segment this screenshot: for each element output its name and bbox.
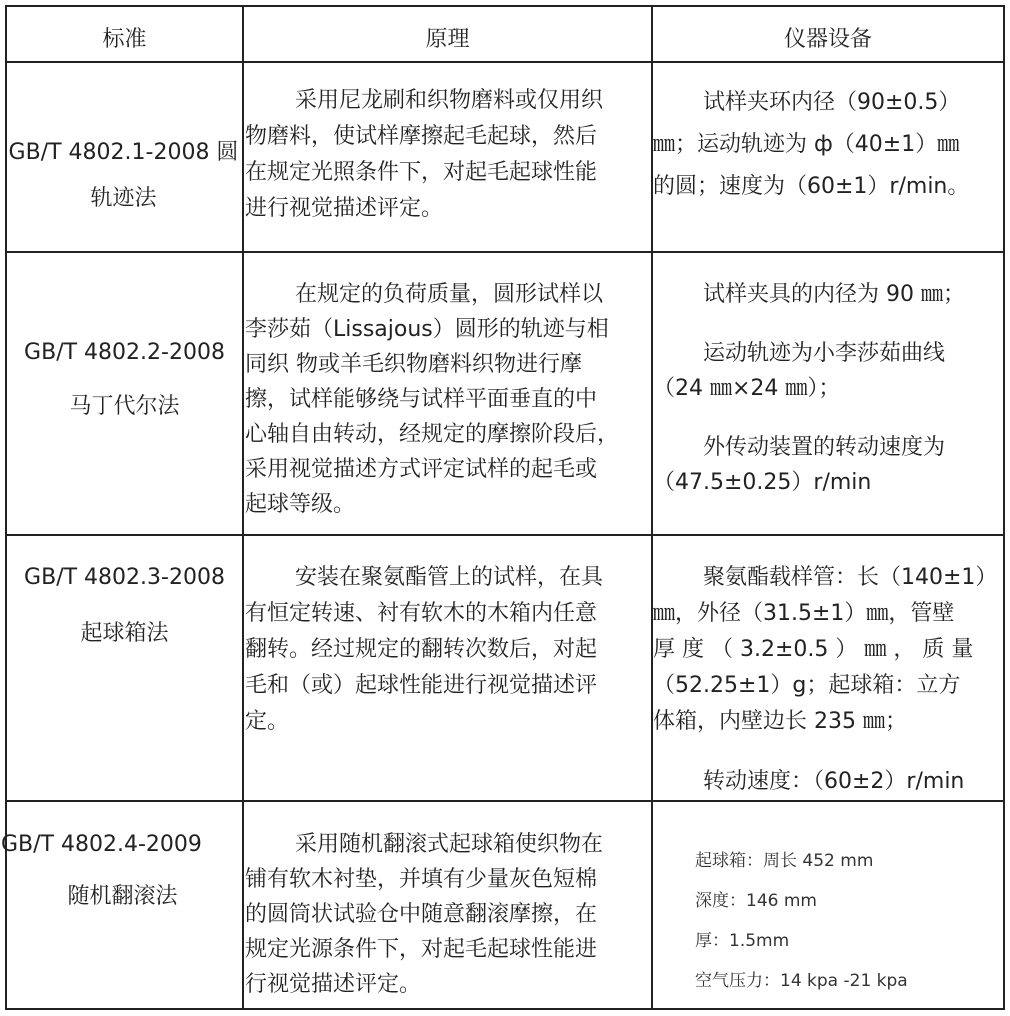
row1-principle	[245, 86, 651, 224]
principle-line: 起球等级。	[245, 492, 356, 517]
equipment-line: ㎜，外径（31.5±1）㎜，管壁	[653, 601, 955, 626]
row4-equipment	[695, 850, 1003, 992]
equipment-line: 空气压力：14 kpa -21 kpa	[695, 971, 908, 991]
equipment-line: 聚氨酯载样管：长（140±1）	[703, 565, 998, 590]
principle-line: 毛和（或）起球性能进行视觉描述评	[245, 673, 598, 698]
border-right	[1003, 5, 1005, 1010]
equipment-line: 运动轨迹为小李莎茹曲线	[703, 341, 946, 366]
row3-principle	[245, 563, 651, 737]
principle-line: 心轴自由转动，经规定的摩擦阶段后，	[245, 422, 620, 447]
principle-line: 采用视觉描述方式评定试样的起毛或	[245, 457, 598, 482]
row4-principle	[245, 830, 651, 1000]
principle-line: 采用随机翻滚式起球箱使织物在	[295, 832, 604, 857]
equipment-line: 转动速度：（60±2）r/min	[703, 769, 965, 794]
principle-line: 在规定光照条件下，对起毛起球性能	[245, 160, 598, 185]
equipment-line: 厚 度 （ 3.2±0.5 ） ㎜ ， 质 量	[653, 637, 974, 662]
standard-line: GB/T 4802.4-2009	[1, 832, 202, 857]
principle-line: 的圆筒状试验仓中随意翻滚摩擦，在	[245, 902, 598, 927]
row-divider-1	[5, 251, 1005, 253]
principle-line: 采用尼龙刷和织物磨料或仅用织	[295, 88, 604, 113]
border-bottom	[5, 1008, 1005, 1010]
row2-principle	[245, 280, 651, 520]
equipment-line: 试样夹具的内径为 90 ㎜；	[703, 282, 965, 307]
equipment-line: 体箱，内壁边长 235 ㎜；	[653, 709, 907, 734]
standard-line: 随机翻滚法	[67, 884, 178, 909]
equipment-line: 起球箱：周长 452 mm	[695, 851, 874, 871]
standard-line: 起球箱法	[80, 621, 169, 646]
equipment-line: ㎜；运动轨迹为 ф（40±1）㎜	[653, 132, 960, 157]
standard-line: GB/T 4802.3-2008	[24, 565, 225, 590]
standard-line: GB/T 4802.1-2008 圆	[8, 140, 239, 165]
principle-line: 物磨料，使试样摩擦起毛起球，然后	[245, 124, 598, 149]
header-equipment: 仪器设备	[783, 27, 872, 52]
row3-standard	[7, 563, 242, 649]
principle-line: 有恒定转速、衬有软木的木箱内任意	[245, 601, 598, 626]
principle-line: 铺有软木衬垫，并填有少量灰色短棉	[245, 867, 598, 892]
equipment-line: 试样夹环内径（90±0.5）	[703, 90, 961, 115]
standard-line: 马丁代尔法	[69, 394, 180, 419]
principle-line: 定。	[245, 709, 290, 734]
principle-line: 同织 物或羊毛织物磨料织物进行摩	[245, 352, 582, 377]
equipment-line: 外传动装置的转动速度为	[703, 435, 946, 460]
row1-equipment	[653, 88, 1003, 202]
equipment-line: （24 ㎜×24 ㎜）；	[653, 376, 841, 401]
principle-line: 李莎茹（Lissajous）圆形的轨迹与相	[245, 317, 609, 342]
header-principle: 原理	[425, 27, 470, 52]
standards-table	[1, 5, 1005, 1010]
row4-standard	[1, 830, 244, 912]
border-top	[5, 5, 1005, 7]
principle-line: 安装在聚氨酯管上的试样，在具	[295, 565, 604, 590]
row-divider-header	[5, 61, 1005, 63]
equipment-line: （47.5±0.25）r/min	[653, 470, 872, 495]
equipment-line: 的圆；速度为（60±1）r/min。	[653, 174, 970, 199]
row2-equipment	[653, 280, 1003, 498]
row3-equipment	[653, 563, 1003, 797]
principle-line: 翻转。经过规定的翻转次数后，对起	[245, 637, 598, 662]
principle-line: 行视觉描述评定。	[245, 972, 422, 997]
row2-standard	[7, 338, 242, 422]
row1-standard	[3, 138, 244, 214]
principle-line: 在规定的负荷质量，圆形试样以	[295, 282, 604, 307]
principle-line: 进行视觉描述评定。	[245, 196, 444, 221]
row-divider-2	[5, 534, 1005, 536]
principle-line: 规定光源条件下，对起毛起球性能进	[245, 937, 598, 962]
header-standard: 标准	[102, 27, 147, 52]
standard-line: GB/T 4802.2-2008	[24, 340, 225, 365]
principle-line: 擦，试样能够绕与试样平面垂直的中	[245, 387, 598, 412]
standard-line: 轨迹法	[90, 186, 157, 211]
equipment-line: 深度：146 mm	[695, 891, 817, 911]
equipment-line: （52.25±1）g；起球箱：立方	[653, 673, 961, 698]
equipment-line: 厚：1.5mm	[695, 931, 790, 951]
row-divider-3	[5, 800, 1005, 802]
